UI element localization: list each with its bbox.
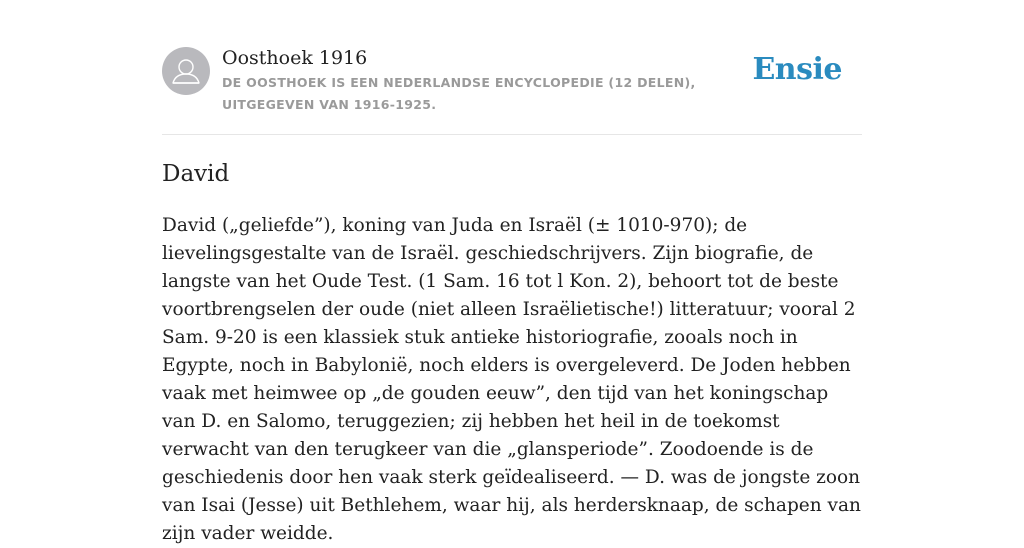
- source-header: [162, 0, 862, 135]
- source-description: DE OOSTHOEK IS EEN NEDERLANDSE ENCYCLOPEDIE (12 DELEN), UITGEGEVEN VAN 1916-1925.: [222, 75, 696, 112]
- entry-text: David („geliefde”), koning van Juda en Israël (± 1010-970); de lievelingsgestalte van de Israël. geschiedschrijvers. Zijn biografie, de langste van het Oude Test. (1 Sam. 16 tot l Kon. 2), behoort tot de beste voortbrengselen der oude (niet alleen Israëlietische!) litteratuur; vooral 2 Sam. 9-20 is een klassiek stuk antieke historiografie, zooals noch in Egypte, noch in Babylonië, noch elders is overgeleverd. De Joden hebben vaak met heimwee op „de gouden eeuw”, den tijd van het koningschap van D. en Salomo, teruggezien; zij hebben het heil in de toekomst verwacht van den terugkeer van die „glansperiode”. Zoodoende is de geschiedenis door hen vaak sterk geïdealiseerd. — D. was de jongste zoon van Isai (Jesse) uit Bethlehem, waar hij, als herdersknaap, de schapen van zijn vader weidde.: [162, 215, 861, 544]
- user-icon: [162, 47, 210, 95]
- source-title[interactable]: Oosthoek 1916: [222, 47, 368, 69]
- ensie-logo[interactable]: Ensie: [752, 52, 842, 87]
- entry-title: David: [162, 161, 230, 187]
- source-avatar[interactable]: [162, 47, 210, 95]
- content-container: [162, 0, 862, 544]
